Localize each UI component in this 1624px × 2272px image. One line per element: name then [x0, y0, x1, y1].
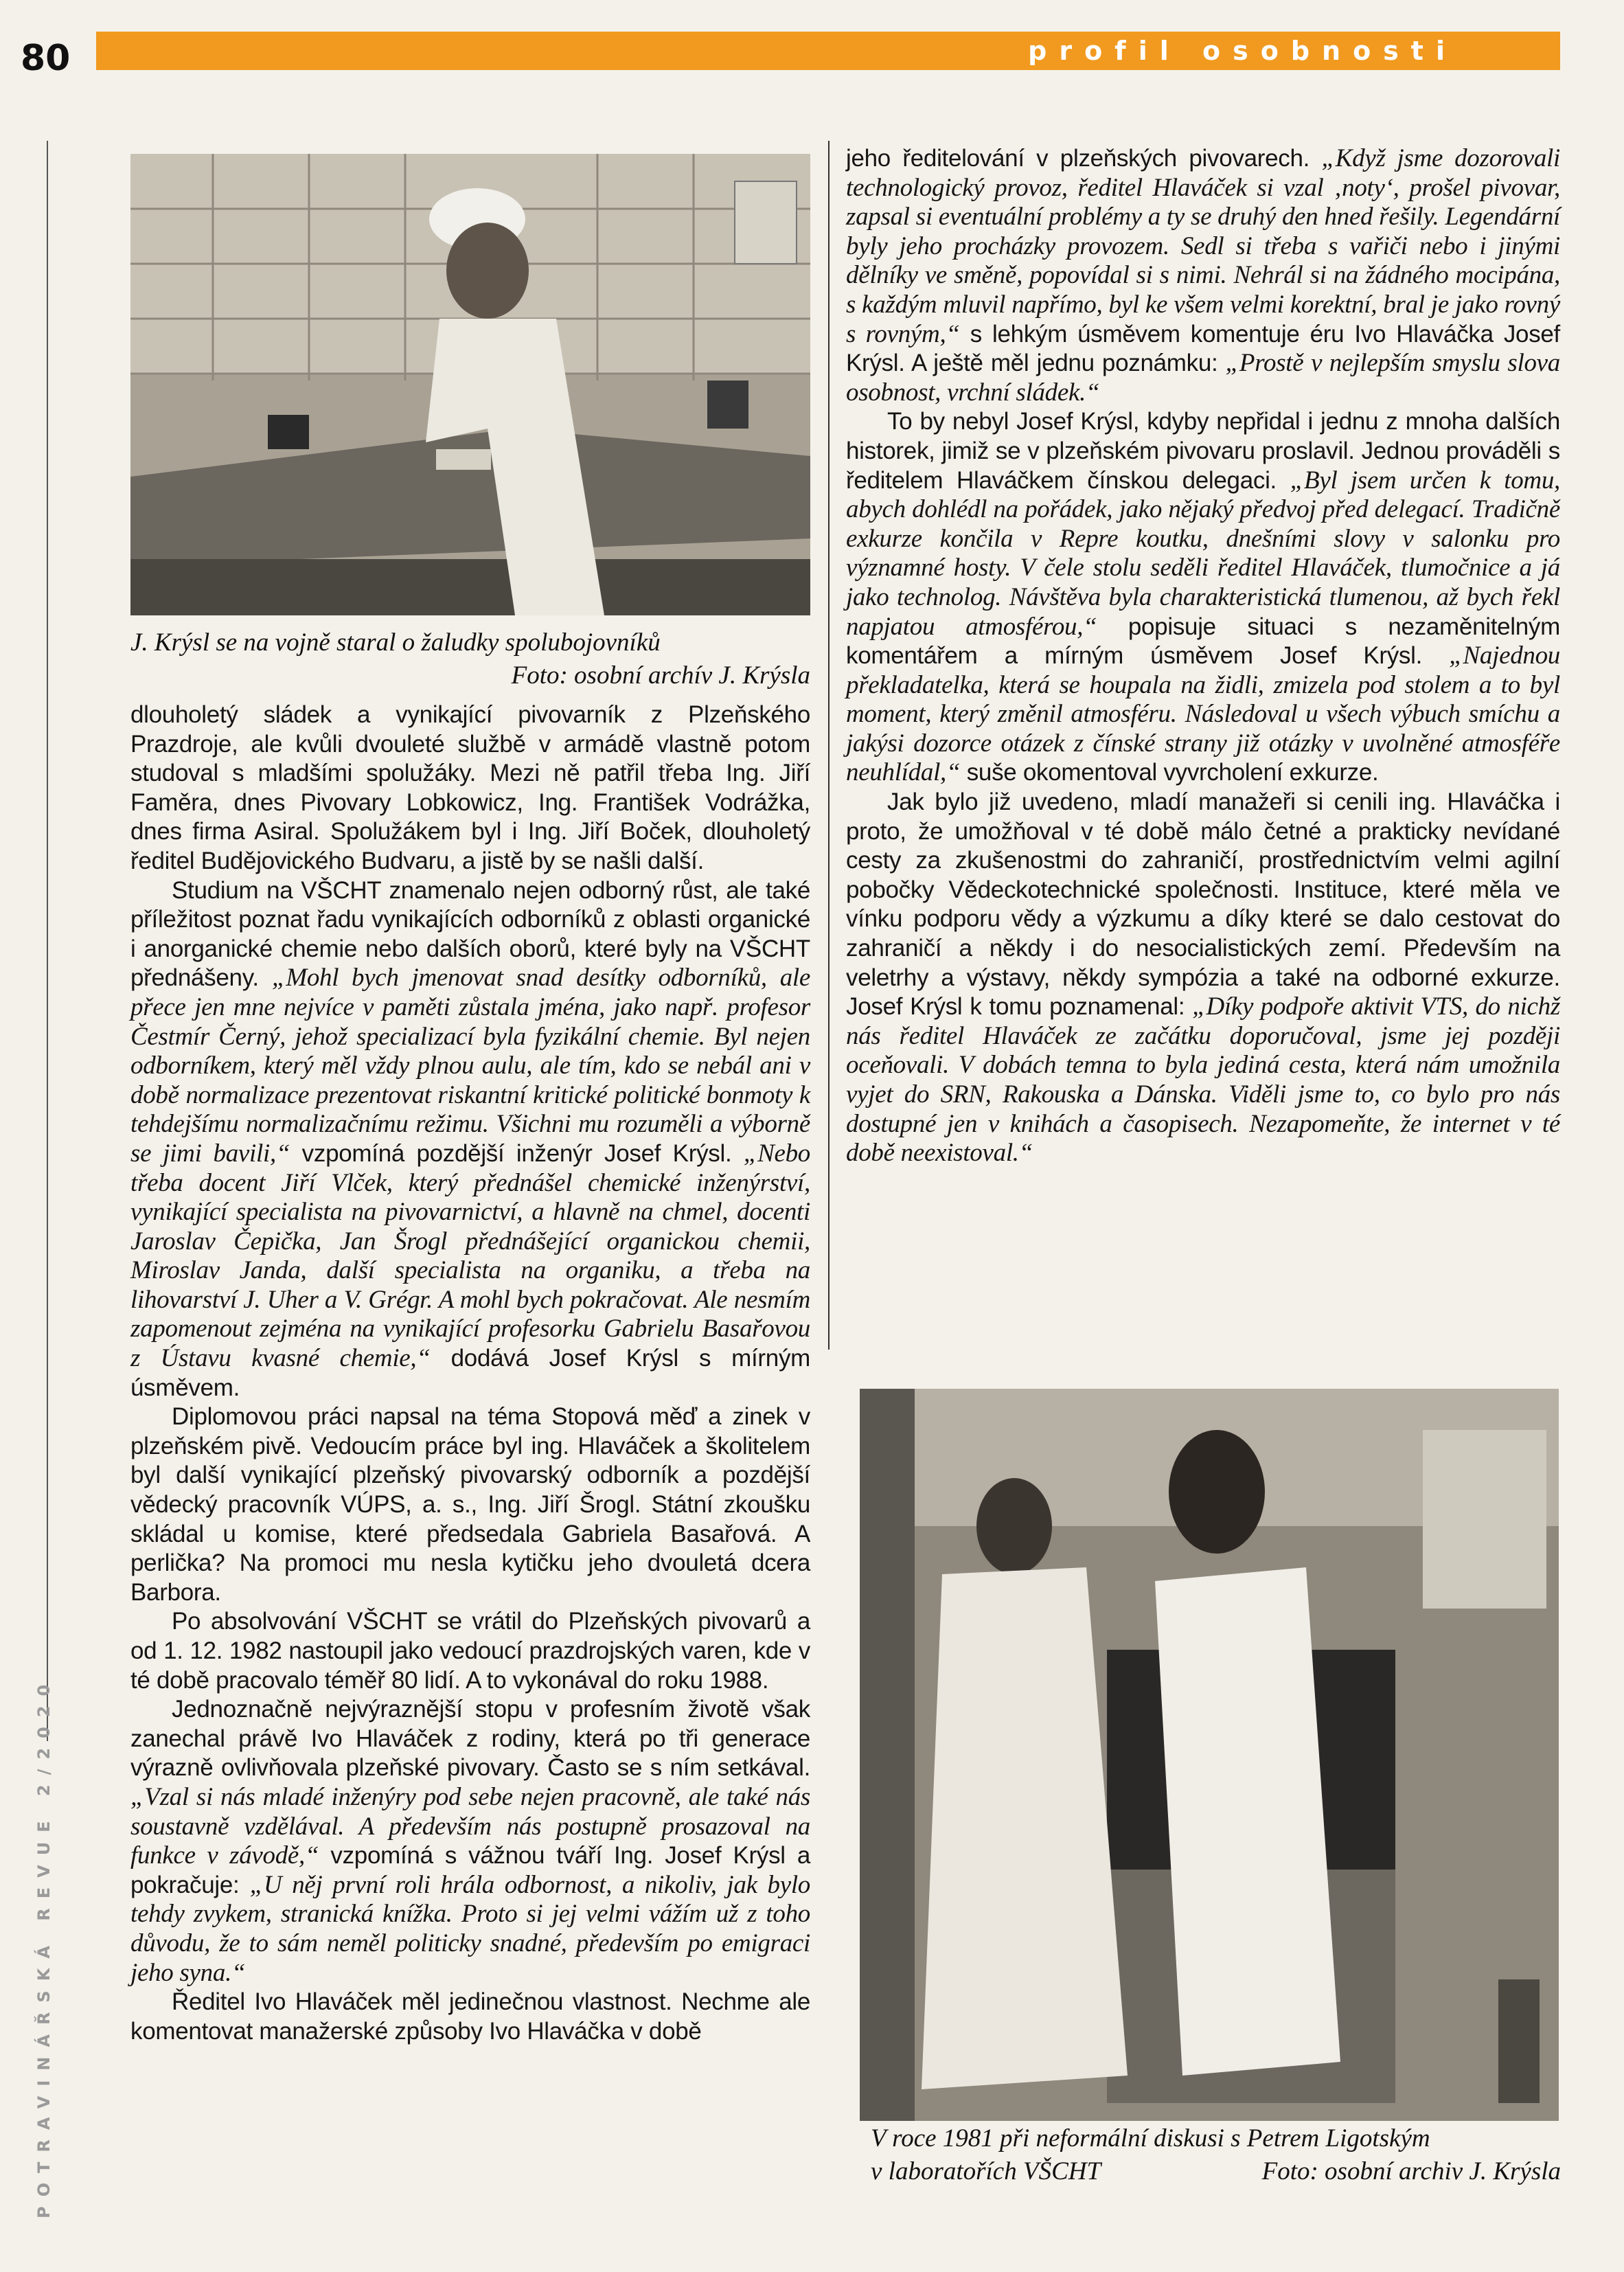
quote-text: „Když jsme dozorovali technologický provoz, ředitel Hlaváček si vzal ‚noty‘, prošel pivovar, zapsal si eventuální problémy a ty se druhý den hned řešily. Legendární byly jeho procházky provozem. Sedl si třeba s vařiči nebo i jinými dělníky ve směně, popovídal si s nimi. Nehrál si na žádného mocipána, s každým mluvil napřímo, byl ke všem velmi korektní, bral je jako rovný s rovným,“: [846, 144, 1560, 348]
paragraph: [130, 1402, 810, 1607]
quote-text: „Prostě v nejlepším smyslu slova osobnost, vrchní sládek.“: [846, 349, 1560, 407]
paragraph: [846, 144, 1560, 407]
paragraph-text: s lehkým úsměvem komentuje éru Ivo Hlaváčka Josef Krýsl. A ještě měl jednu poznámku:: [846, 320, 1560, 377]
paragraph-text: vzpomíná pozdější inženýr Josef Krýsl.: [290, 1139, 744, 1167]
article-left-column: [130, 701, 810, 2046]
paragraph-text: Jak bylo již uvedeno, mladí manažeři si cenili ing. Hlaváčka i proto, že umožňoval v té době málo četné a prakticky nevídané cesty za zkušenostmi do zahraničí, prostřednictvím velmi agilní pobočky Vědeckotechnické společnosti. Instituce, které měla ve vínku podporu vědy a výzkumu a díky které se dalo cestovat do zahraničí a někdy i do nesocialistických zemí. Především na veletrhy a výstavy, někdy sympózia a také na odborné exkurze. Josef Krýsl k tomu poznamenal:: [846, 788, 1560, 1021]
paragraph: [130, 1988, 810, 2046]
paragraph-text: Ředitel Ivo Hlaváček měl jedinečnou vlastnost. Nechme ale komentovat manažerské způsoby Ivo Hlaváčka v době: [130, 1988, 810, 2045]
section-title: profil osobnosti: [1028, 36, 1457, 66]
quote-text: „Najednou překladatelka, která se houpala na židli, zmizela pod stolem a to byl moment, který změnil atmosféru. Následoval u všech výbuch smíchu a jakýsi dozorce otázek z čínské strany již otázky v uvolněné atmosféře neuhlídal,“: [846, 641, 1560, 787]
paragraph: [130, 876, 810, 1403]
section-header-bar: [96, 32, 1560, 70]
paragraph-text: To by nebyl Josef Krýsl, kdyby nepřidal i jednu z mnoha dalších historek, jimiž se v plzeňském pivovaru proslavil. Jednou prováděli s ředitelem Hlaváčkem čínskou delegaci.: [846, 408, 1560, 494]
photo1-caption-text: J. Krýsl se na vojně staral o žaludky spolubojovníků: [130, 628, 661, 657]
photo1-caption-credit: Foto: osobní archív J. Krýsla: [511, 661, 810, 690]
quote-text: „Nebo třeba docent Jiří Vlček, který přednášel chemické inženýrství, vynikající specialista na pivovarnictví, a hlavně na chmel, docenti Jaroslav Čepička, Jan Šrogl přednášející organickou chemii, Miroslav Janda, další specialista na organiku, a třeba na lihovarství J. Uher a V. Grégr. A mohl bych pokračovat. Ale nesmím zapomenout zejména na vynikající profesorku Gabrielu Basařovou z Ústavu kvasné chemie,“: [130, 1139, 811, 1373]
paragraph-text: jeho ředitelování v plzeňských pivovarech.: [846, 145, 1322, 172]
paragraph: [130, 1607, 810, 1695]
photo-cook-kitchen: [130, 154, 810, 615]
journal-side-label: POTRAVINÁŘSKÁ REVUE 2/2020: [34, 1674, 54, 2218]
paragraph-text: popisuje situaci s nezaměnitelným komentářem a mírným úsměvem Josef Krýsl.: [846, 613, 1560, 670]
paragraph-text: Jednoznačně nejvýraznější stopu v profesním životě však zanechal právě Ivo Hlaváček z rodiny, která po tři generace výrazně ovlivňovala plzeňské pivovary. Často se s ním setkával.: [130, 1696, 810, 1782]
paragraph-text: dodává Josef Krýsl s mírným úsměvem.: [130, 1345, 810, 1401]
quote-text: „Díky podpoře aktivit VTS, do nichž nás ředitel Hlaváček ze začátku doporučoval, jsme jej později oceňovali. V dobách temna to byla jediná cesta, která nám umožnila vyjet do SRN, Rakouska a Dánska. Viděli jsme to, co bylo pro nás dostupné jen v knihách a časopisech. Nezapomeňte, že internet v té době neexistoval.“: [846, 992, 1560, 1168]
paragraph-text: Studium na VŠCHT znamenalo nejen odborný růst, ale také příležitost poznat řadu vynikajících odborníků z oblasti organické i anorganické chemie nebo dalších oborů, které byly na VŠCHT přednášeny.: [130, 876, 810, 992]
photo1-caption: [130, 626, 810, 692]
photo2-caption-credit: Foto: osobní archiv J. Krýsla: [1261, 2157, 1561, 2185]
quote-text: „Mohl bych jmenovat snad desítky odborníků, ale přece jen mne nejvíce v paměti zůstala jména, jako např. profesor Čestmír Černý, jehož specializací byla fyzikální chemie. Byl nejen odborníkem, který měl vždy plnou aulu, ale tím, kdo se nebál ani v době normalizace prezentovat riskantní kritické politické bonmoty k tehdejšímu normalizačnímu režimu. Všichni mu rozuměli a výborně se jimi bavili,“: [130, 964, 810, 1168]
photo2-caption-text: V roce 1981 při neformální diskusi s Petrem Ligotským: [871, 2124, 1430, 2152]
column-divider: [828, 141, 830, 1350]
side-rule: [47, 141, 48, 1741]
article-right-column: [846, 144, 1560, 1168]
photo2-caption: [871, 2122, 1561, 2188]
page-number: 80: [21, 38, 71, 79]
paragraph-text: Po absolvování VŠCHT se vrátil do Plzeňských pivovarů a od 1. 12. 1982 nastoupil jako vedoucí prazdrojských varen, kde v té době pracovalo téměř 80 lidí. A to vykonával do roku 1988.: [130, 1608, 810, 1694]
paragraph: [130, 1695, 810, 1988]
paragraph-text: vzpomíná s vážnou tváří Ing. Josef Krýsl a pokračuje:: [130, 1842, 810, 1898]
paragraph-text: Diplomovou práci napsal na téma Stopová měď a zinek v plzeňském pivě. Vedoucím práce byl ing. Hlaváček a školitelem byl další vynikající plzeňský pivovarský odborník a pozdější vědecký pracovník VÚPS, a. s., Ing. Jiří Šrogl. Státní zkoušku skládal u komise, které předsedala Gabriela Basařová. A perlička? Na promoci mu nesla kytičku jeho dvouletá dcera Barbora.: [130, 1403, 810, 1606]
photo-lab-discussion: [860, 1389, 1559, 2121]
paragraph: [846, 788, 1560, 1168]
paragraph: [130, 701, 810, 876]
quote-text: „U něj první roli hrála odbornost, a nikoliv, jak bylo tehdy zvykem, stranická knížka. Proto si jej velmi vážím už z toho důvodu, že to sám neměl politicky snadné, především po emigraci jeho syna.“: [130, 1870, 810, 1987]
paragraph-text: dlouholetý sládek a vynikající pivovarník z Plzeňského Prazdroje, ale kvůli dvouleté službě v armádě vlastně potom studoval s mladšími spolužáky. Mezi ně patřil třeba Ing. Jiří Faměra, dnes Pivovary Lobkowicz, Ing. František Vodrážka, dnes firma Asiral. Spolužákem byl i Ing. Jiří Boček, dlouholetý ředitel Budějovického Budvaru, a jistě by se našli další.: [130, 701, 810, 874]
quote-text: „Byl jsem určen k tomu, abych dohlédl na pořádek, jako nějaký předvoj před delegací. Tradičně exkurze končila v Repre koutku, dnešními slovy v salonku pro významné hosty. V čele stolu seděli ředitel Hlaváček, tlumočnice a já jako technolog. Návštěva byla charakteristická tlumenou, až bych řekl napjatou atmosférou,“: [846, 466, 1560, 641]
photo2-caption-text2: v laboratořích VŠCHT: [871, 2157, 1101, 2185]
quote-text: „Vzal si nás mladé inženýry pod sebe nejen pracovně, ale také nás soustavně vzdělával. A především nás postupně prosazoval na funkce v závodě,“: [130, 1782, 810, 1870]
paragraph: [846, 407, 1560, 788]
paragraph-text: suše okomentoval vyvrcholení exkurze.: [960, 759, 1379, 786]
